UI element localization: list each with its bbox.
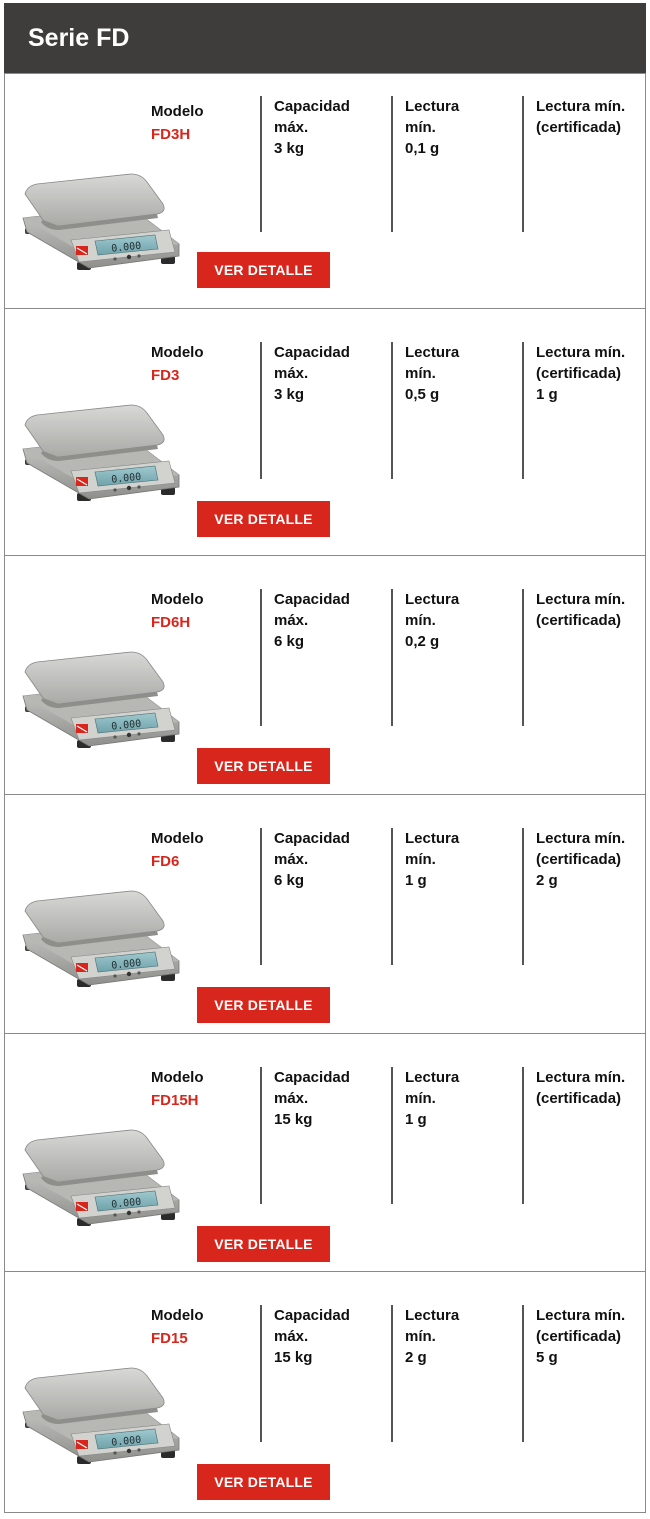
capacity-label: Capacidad máx. [274, 344, 350, 382]
capacity-column [274, 828, 386, 891]
model-block [151, 588, 204, 634]
model-code: FD15 [151, 1330, 188, 1347]
column-divider [522, 96, 524, 232]
certified-column [536, 589, 641, 631]
certified-value: 5 g [536, 1349, 558, 1366]
capacity-column [274, 96, 386, 159]
certified-column [536, 96, 641, 138]
product-card [4, 555, 646, 795]
certified-column [536, 1305, 641, 1368]
capacity-value: 15 kg [274, 1349, 313, 1366]
reading-label: Lectura mín. [405, 1307, 460, 1345]
scale-image [19, 156, 189, 276]
capacity-value: 3 kg [274, 386, 305, 403]
certified-value: 1 g [536, 386, 558, 403]
scale-image [19, 873, 189, 993]
reading-value: 1 g [405, 1111, 427, 1128]
column-divider [522, 589, 524, 726]
column-divider [522, 1067, 524, 1204]
model-block [151, 1066, 204, 1112]
capacity-label: Capacidad máx. [274, 830, 350, 868]
model-code: FD6 [151, 853, 180, 870]
certified-column [536, 1067, 641, 1109]
svg-text:0.000: 0.000 [110, 957, 142, 972]
model-code: FD15H [151, 1092, 199, 1109]
model-block [151, 827, 204, 873]
reading-label: Lectura mín. [405, 344, 460, 382]
scale-image [19, 387, 189, 507]
column-divider [391, 589, 393, 726]
svg-text:0.000: 0.000 [110, 718, 142, 733]
reading-value: 2 g [405, 1349, 427, 1366]
capacity-value: 15 kg [274, 1111, 313, 1128]
capacity-label: Capacidad máx. [274, 1069, 350, 1107]
column-divider [260, 1305, 262, 1442]
column-divider [522, 1305, 524, 1442]
view-detail-button[interactable]: VER DETALLE [197, 252, 330, 288]
svg-text:0.000: 0.000 [110, 1434, 142, 1449]
capacity-label: Capacidad máx. [274, 98, 350, 136]
reading-column [405, 96, 517, 159]
reading-label: Lectura mín. [405, 1069, 460, 1107]
view-detail-button[interactable]: VER DETALLE [197, 1464, 330, 1500]
series-title: Serie FD [28, 24, 130, 52]
scale-image-wrap [19, 156, 189, 276]
model-code: FD3 [151, 367, 180, 384]
scale-image [19, 634, 189, 754]
scale-image-wrap [19, 387, 189, 507]
certified-label: Lectura mín. (certificada) [536, 591, 626, 629]
certified-value: 2 g [536, 872, 558, 889]
scale-image [19, 1112, 189, 1232]
certified-label: Lectura mín. (certificada) [536, 344, 626, 382]
view-detail-button[interactable]: VER DETALLE [197, 501, 330, 537]
capacity-value: 6 kg [274, 633, 305, 650]
column-divider [522, 828, 524, 965]
capacity-column [274, 1067, 386, 1130]
column-divider [260, 96, 262, 232]
model-code: FD3H [151, 126, 191, 143]
model-label: Modelo [151, 830, 204, 847]
reading-column [405, 828, 517, 891]
product-list-page [4, 3, 646, 1513]
reading-column [405, 1305, 517, 1368]
column-divider [260, 342, 262, 479]
model-label: Modelo [151, 1069, 204, 1086]
scale-image [19, 1350, 189, 1470]
column-divider [260, 589, 262, 726]
column-divider [391, 342, 393, 479]
reading-value: 0,5 g [405, 386, 440, 403]
column-divider [260, 1067, 262, 1204]
product-card [4, 1033, 646, 1272]
capacity-column [274, 589, 386, 652]
model-block [151, 100, 204, 146]
reading-value: 0,1 g [405, 140, 440, 157]
product-card [4, 308, 646, 556]
reading-label: Lectura mín. [405, 591, 460, 629]
product-card [4, 73, 646, 309]
certified-column [536, 828, 641, 891]
column-divider [391, 828, 393, 965]
capacity-label: Capacidad máx. [274, 591, 350, 629]
column-divider [260, 828, 262, 965]
reading-column [405, 342, 517, 405]
svg-text:0.000: 0.000 [110, 240, 142, 255]
scale-image-wrap [19, 873, 189, 993]
scale-image-wrap [19, 1112, 189, 1232]
reading-column [405, 1067, 517, 1130]
product-card [4, 1271, 646, 1513]
reading-column [405, 589, 517, 652]
model-label: Modelo [151, 591, 204, 608]
capacity-column [274, 1305, 386, 1368]
model-label: Modelo [151, 344, 204, 361]
column-divider [391, 1067, 393, 1204]
column-divider [391, 96, 393, 232]
capacity-label: Capacidad máx. [274, 1307, 350, 1345]
model-code: FD6H [151, 614, 191, 631]
certified-column [536, 342, 641, 405]
certified-label: Lectura mín. (certificada) [536, 830, 626, 868]
view-detail-button[interactable]: VER DETALLE [197, 987, 330, 1023]
certified-label: Lectura mín. (certificada) [536, 1307, 626, 1345]
scale-image-wrap [19, 634, 189, 754]
column-divider [391, 1305, 393, 1442]
reading-label: Lectura mín. [405, 830, 460, 868]
model-block [151, 1304, 204, 1350]
reading-label: Lectura mín. [405, 98, 460, 136]
svg-text:0.000: 0.000 [110, 1196, 142, 1211]
certified-label: Lectura mín. (certificada) [536, 1069, 626, 1107]
product-card [4, 794, 646, 1034]
series-header [4, 3, 646, 73]
model-label: Modelo [151, 103, 204, 120]
certified-label: Lectura mín. (certificada) [536, 98, 626, 136]
svg-text:0.000: 0.000 [110, 471, 142, 486]
model-block [151, 341, 204, 387]
view-detail-button[interactable]: VER DETALLE [197, 1226, 330, 1262]
view-detail-button[interactable]: VER DETALLE [197, 748, 330, 784]
reading-value: 1 g [405, 872, 427, 889]
capacity-value: 6 kg [274, 872, 305, 889]
capacity-column [274, 342, 386, 405]
scale-image-wrap [19, 1350, 189, 1470]
capacity-value: 3 kg [274, 140, 305, 157]
column-divider [522, 342, 524, 479]
reading-value: 0,2 g [405, 633, 440, 650]
model-label: Modelo [151, 1307, 204, 1324]
